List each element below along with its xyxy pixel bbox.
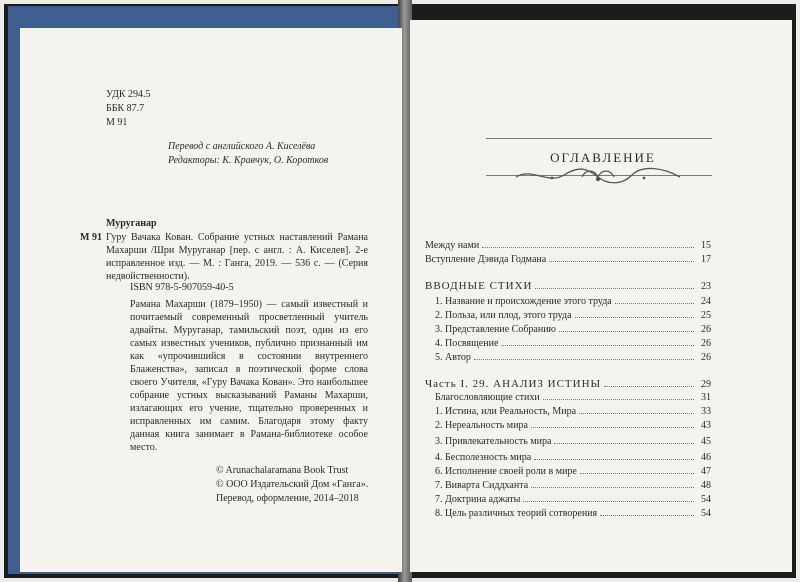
toc-label: 1. Истина, или Реальность, Мира (435, 406, 577, 417)
toc-leader (543, 399, 694, 400)
toc-leader (604, 386, 694, 387)
toc-leader (580, 473, 694, 474)
toc-leader (523, 501, 694, 502)
bibliographic-entry (80, 217, 368, 283)
toc-page-number: 23 (701, 281, 711, 292)
toc-leader (474, 359, 694, 360)
toc-leader (579, 413, 694, 414)
toc-label: 4. Посвящение (435, 338, 499, 349)
toc-leader (615, 303, 694, 304)
toc-item (425, 406, 711, 420)
toc-label: 3. Представление Собранию (435, 324, 557, 335)
toc-item (425, 466, 711, 480)
author-name: Муруганар (106, 218, 157, 229)
classification-codes (106, 88, 151, 130)
toc-page-number: 26 (701, 338, 711, 349)
toc-label: 6. Исполнение своей роли в мире (435, 466, 577, 477)
toc-label: 8. Цель различных теорий сотворения (435, 508, 598, 519)
toc-item (425, 508, 711, 522)
udc-code: УДК 294.5 (106, 89, 151, 100)
title-rule-top (486, 138, 712, 139)
toc-page-number: 25 (701, 310, 711, 321)
toc-label: 7. Доктрина аджаты (435, 494, 521, 505)
toc-label: 5. Автор (435, 352, 471, 363)
entry-mark: М 91 (80, 232, 102, 243)
toc-page-number: 45 (701, 436, 711, 447)
translator-credits (168, 140, 328, 168)
isbn: ISBN 978-5-907059-40-5 (130, 282, 234, 293)
entry-description (80, 231, 368, 283)
toc-item (425, 324, 711, 338)
annotation: Рамана Махарши (1879–1950) — самый известный и почитаемый современный просветленный учитель адвайты. Муруганар, тамильский поэт, один из его самых известных учеников, публично признанный им как «упрочившийся в состоянии внутреннего Блаженства», записал в поэтической форме слова своего Учителя, «Гуру Вачака Кован». Это наибольшее собрание устных высказываний Раманы Махарши, излагающих его учение, тщательно проверенных и исправленных им самим. Благодаря этому факту данная книга занимает в Рамана-библиотеке особое место. (130, 299, 368, 453)
toc-leader (482, 247, 694, 248)
toc-page-number: 31 (701, 392, 711, 403)
toc-section (425, 378, 711, 392)
translator-line: Перевод с английского А. Киселёва (168, 141, 316, 152)
toc-leader (559, 331, 694, 332)
toc-page-number: 46 (701, 452, 711, 463)
toc-label: 7. Виварта Сиддханта (435, 480, 529, 491)
toc-page-number: 17 (701, 254, 711, 265)
toc-item (425, 310, 711, 324)
toc-page-number: 15 (701, 240, 711, 251)
toc-label: 4. Бесполезность мира (435, 452, 532, 463)
toc-item (425, 494, 711, 508)
toc-item (425, 240, 711, 254)
toc-leader (531, 427, 694, 428)
toc-page-number: 29 (701, 379, 711, 390)
toc-leader (501, 345, 694, 346)
copyright-line: © ООО Издательский Дом «Ганга». (216, 479, 369, 490)
copyright-line: © Arunachalaramana Book Trust (216, 465, 349, 476)
toc-item (425, 436, 711, 450)
toc-label: 3. Привлекательность мира (435, 436, 552, 447)
toc-item (425, 452, 711, 466)
copyright-line: Перевод, оформление, 2014–2018 (216, 493, 359, 504)
toc-page-number: 33 (701, 406, 711, 417)
toc-page-number: 24 (701, 296, 711, 307)
toc-item (425, 352, 711, 366)
copyright-block (216, 464, 384, 506)
toc-section (425, 280, 711, 294)
toc-label: 2. Нереальность мира (435, 420, 528, 431)
toc-item (425, 338, 711, 352)
toc-label: 1. Название и происхождение этого труда (435, 296, 612, 307)
ornament-icon (512, 165, 684, 187)
toc-page-number: 26 (701, 352, 711, 363)
toc-label: Вступление Дэвида Годмана (425, 254, 547, 265)
toc-page-number: 47 (701, 466, 711, 477)
toc-label: Часть I. 29. АНАЛИЗ ИСТИНЫ (425, 378, 602, 390)
author-mark: М 91 (106, 117, 128, 128)
toc-page-number: 54 (701, 508, 711, 519)
toc-label: ВВОДНЫЕ СТИХИ (425, 280, 533, 292)
toc-leader (554, 443, 694, 444)
toc-item (425, 254, 711, 268)
toc-item (425, 480, 711, 494)
toc-page-number: 48 (701, 480, 711, 491)
toc-label: Благословляющие стихи (435, 392, 540, 403)
toc-title: ОГЛАВЛЕНИЕ (550, 150, 656, 165)
toc-item (425, 296, 711, 310)
toc-leader (575, 317, 694, 318)
toc-label: Между нами (425, 240, 480, 251)
toc-page-number: 54 (701, 494, 711, 505)
toc-leader (531, 487, 694, 488)
toc-item (425, 420, 711, 434)
toc-leader (534, 459, 694, 460)
toc-leader (535, 288, 694, 289)
bbk-code: ББК 87.7 (106, 103, 145, 114)
toc-page-number: 43 (701, 420, 711, 431)
toc-page-number: 26 (701, 324, 711, 335)
toc-leader (600, 515, 694, 516)
toc-label: 2. Польза, или плод, этого труда (435, 310, 572, 321)
toc-leader (549, 261, 694, 262)
editors-line: Редакторы: К. Кравчук, О. Коротков (168, 155, 329, 166)
entry-text: Гуру Вачака Кован. Собрание устных наставлений Рамана Махарши /Шри Муруганар [пер. с англ. : А. Киселев]. 2-е исправленное изд. — М. : Ганга, 2019. — 536 с. — (Серия недвойственности). (106, 232, 368, 282)
toc-item (425, 392, 711, 406)
